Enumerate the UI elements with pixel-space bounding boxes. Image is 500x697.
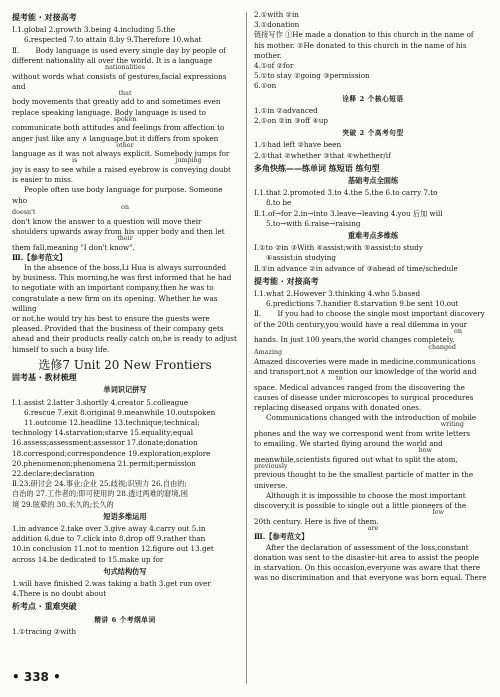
subsection-basic-practice: 基础考点全面练 — [347, 176, 399, 186]
answer-line: Ⅱ.①in advance ②in advance of ③ahead of time/schedule — [254, 263, 458, 273]
correction-mark: on — [454, 326, 462, 335]
correction-mark: Amazing — [254, 348, 283, 357]
model-essay-line: by business. This morning,he was first informed that he had — [12, 273, 232, 283]
correction-essay-line: discovery,it is possible to single out a little pioneers of the — [254, 501, 467, 511]
answers-roman-1: Ⅰ.1.global 2.growth 3.being 4.including 5.the — [12, 25, 176, 35]
correction-essay-line: don't know the answer to a question will move their — [12, 216, 202, 226]
correction-essay-line: and transport,not ∧ mention our knowledge of the world and — [254, 366, 477, 376]
model-essay-line: himself to such a busy life. — [12, 344, 110, 354]
section-title-key-points: 析考点 · 重难突破 — [12, 602, 77, 612]
answer-line: 3.①donation — [254, 20, 300, 30]
answers-roman-1-cont: 6.predictions 7.handier 8.starvation 9.be sent 10.out — [266, 299, 459, 309]
correction-mark: how — [418, 446, 432, 455]
essay-text: Body language is used every single day by people of — [35, 45, 226, 55]
correction-essay-line: replacing diseased organs with donated ones. — [254, 402, 422, 412]
writing-link-line: his mother. ②He donated to this church in the name of his — [254, 40, 467, 50]
unit-title: 选修7 Unit 20 New Frontiers — [38, 357, 212, 372]
answers-roman-1-cont: 6.respected 7.to attain 8.by 9.Therefore 10.what — [24, 35, 202, 45]
correction-mark: other — [116, 140, 134, 149]
correction-essay-line: Although it is impossible to choose the most important — [266, 490, 466, 500]
correction-essay-line: Communications changed with the introduction of mobile — [266, 413, 477, 423]
phrase-line: 10.in conclusion 11.not to mention 12.figure out 13.get — [12, 544, 214, 554]
correction-essay-line: Amazed discoveries were made in medicine,communications — [254, 356, 476, 366]
page-number: • 338 • — [12, 670, 61, 684]
answer-line: 2.①on ②in ③off ④up — [254, 116, 329, 126]
model-essay-label: Ⅲ.【参考范文】 — [254, 532, 309, 542]
correction-essay-line: them fall,meaning "I don't know". — [12, 242, 135, 252]
words-line: Ⅰ.1.assist 2.latter 3.shortly 4.creator 5.colleague — [12, 397, 189, 407]
correction-mark: that — [118, 88, 132, 97]
model-essay-line: in starvation. On this occasion,everyone was aware that there — [254, 563, 481, 573]
answer-line: 4.①of ②for — [254, 61, 294, 71]
subsection-sentences: 句式结构仿写 — [103, 566, 147, 576]
section-title-exam-ability-2: 提考能 · 对接高考 — [254, 276, 319, 286]
correction-mark: changed — [428, 342, 456, 351]
correction-essay-line: space. Medical advances ranged from the discovering the — [254, 382, 465, 392]
answer-line: 6.①on — [254, 81, 277, 91]
subsection-hard-practice: 重难考点多维练 — [347, 231, 399, 241]
model-essay-line: pleased. Provided that the business of their company gets — [12, 324, 224, 334]
correction-mark: previously — [254, 461, 288, 470]
correction-essay-line: communicate both attitudes and feelings from affection to — [12, 123, 225, 133]
correction-mark: nationalities — [104, 63, 146, 72]
correction-essay-line: causes of disease under microscopes to surgical procedures — [254, 392, 474, 402]
correction-mark: are — [367, 523, 379, 532]
left-column — [12, 10, 238, 637]
correction-mark: to — [336, 374, 343, 382]
correction-essay-line: hands. In just 100 years,the world changes completely. — [254, 335, 455, 345]
correction-mark-pair: is jumping — [72, 156, 202, 165]
correction-essay-line: 20th century. Here is five of them. — [254, 516, 379, 526]
words-cn-line: 境 29.眩晕的 30.永久的;长久的 — [12, 499, 114, 509]
writing-link-line: 链接写作 ①He made a donation to this church in the name of — [254, 30, 474, 40]
model-essay-line: In the absence of the boss,Li Hua is always surrounded — [24, 263, 227, 273]
subsection-phrases: 短语多维运用 — [103, 511, 147, 521]
sentence-line: 4.There is no doubt about — [12, 589, 107, 599]
answer-line: Ⅱ.1.of→for 2.in→into 3.leave→leaving 4.you 后加 will — [254, 208, 443, 218]
correction-mark: on — [121, 202, 129, 211]
key-line: 1.①tracing ②with — [12, 626, 77, 636]
correction-mark: spoken — [113, 114, 137, 123]
subsection-sentence-patterns: 突破 2 个高考句型 — [342, 129, 404, 138]
phrase-line: addition 6.due to 7.click into 8.drop off 9.rather than — [12, 534, 206, 544]
correction-essay-line: without words what consists of gestures,facial expressions and — [12, 71, 227, 91]
answer-line: 5.①to stay ②going ③permission — [254, 71, 370, 81]
correction-mark: few — [432, 508, 444, 517]
correction-essay-line: language as it was not always explicit. Somebody jumps for — [12, 149, 230, 159]
correction-essay-line: previous thought to be the smallest particle of matter in the — [254, 470, 474, 480]
correction-mark: doesn't — [12, 208, 36, 217]
section-title-practice: 多角快练——练单词 练短语 练句型 — [254, 163, 380, 173]
correction-essay-line: joy is easy to see while a raised eyebrow is conveying doubt — [12, 164, 231, 174]
correction-essay-line: meanwhile,scientists figured out what to split the atom, — [254, 454, 458, 464]
words-line: 18.correspond;correspondence 19.exploration;explore — [12, 448, 211, 458]
words-line: 20.phenomenon;phenomena 21.permit;permission — [12, 458, 196, 468]
section-title-basics: 固考基 · 教材梳理 — [12, 373, 77, 383]
answers-roman-1: Ⅰ.1.what 2.However 3.thinking 4.who 5.based — [254, 289, 421, 299]
model-essay-line: congratulate a new firm on its opening. Whether he was willing — [12, 293, 218, 313]
correction-essay-line-1: Ⅱ. If you had to choose the single most important discovery — [254, 309, 485, 319]
model-essay-line: to negotiate with an important company,then he was to — [12, 283, 214, 293]
correction-essay-line-1: Ⅱ. Body language is used every single day by people of — [12, 45, 226, 55]
model-essay-line: was no discrimination and that everyone was born equal. There — [254, 573, 487, 583]
answer-line: 1.①in ②advanced — [254, 105, 318, 115]
answer-line: Ⅰ.①to ②in ③With ④assist;with ⑤assist;to study — [254, 243, 423, 253]
writing-link-line: mother. — [254, 50, 282, 60]
right-column — [254, 10, 492, 583]
words-line: 11.outcome 12.headline 13.technique;technical; — [24, 417, 200, 427]
correction-mark: their — [117, 234, 133, 243]
section-title-exam-ability: 提考能 · 对接高考 — [12, 13, 77, 22]
model-essay-line: or not,he would try his best to ensure the guests were — [12, 314, 210, 324]
words-line: 6.rescue 7.exit 8.original 9.meanwhile 10.outspoken — [24, 407, 216, 417]
correction-essay-line: different nationality all over the world. It is a language — [12, 55, 213, 65]
correction-essay-line: body movements that greatly add to and sometimes even — [12, 97, 221, 107]
sentence-line: 1.will have finished 2.was taking a bath 3.get run over — [12, 578, 211, 588]
answer-line: 5.to→with 6.raise→raising — [266, 218, 361, 228]
correction-essay-line: phones and the way we correspond went from write letters — [254, 428, 471, 438]
correction-essay-line: anger just like any ∧ language,but it differs from spoken — [12, 133, 219, 143]
correction-mark: writing — [440, 420, 464, 429]
words-line: 22.declare;declaration — [12, 468, 95, 478]
column-divider — [246, 12, 247, 684]
phrase-line: across 14.be dedicated to 15.make up for — [12, 554, 164, 564]
model-essay-line: After the declaration of assessment of the loss,constant — [266, 542, 469, 552]
correction-essay-line: replace speaking language. Body language is used to — [12, 107, 206, 117]
answer-line: ⑥assist;in studying — [266, 253, 337, 263]
answer-line: 2.①with ②in — [254, 10, 299, 19]
model-essay-label: Ⅲ.【参考范文】 — [12, 252, 67, 262]
correction-essay-line: shoulders upwards away from his upper body and then let — [12, 226, 225, 236]
correction-essay-line: universe. — [254, 480, 288, 490]
correction-essay-line: to emailing. We started flying around the world and — [254, 439, 443, 449]
answer-line: 2.①that ②whether ③that ④whether/if — [254, 150, 391, 160]
answer-line: Ⅰ.1.that 2.promoted 3.to 4.the 5.the 6.to carry 7.to — [254, 188, 438, 198]
model-essay-line: donation was sent to the disaster-hit area to assist the people — [254, 552, 479, 562]
correction-essay-line: People often use body language for purpose. Someone who — [12, 185, 223, 205]
subsection-core-phrases: 诠释 2 个核心短语 — [342, 94, 404, 103]
words-line: 16.assess;assessment;assessor 17.donate;donation — [12, 438, 198, 448]
words-line: technology 14.starvation;starve 15.equality;equal — [12, 428, 194, 438]
phrase-line: 1.in advance 2.take over 3.give away 4.carry out 5.in — [12, 523, 206, 533]
subsection-words: 单词识记拼写 — [103, 385, 147, 395]
correction-essay-line: is easier to miss. — [12, 175, 74, 185]
answer-line: 1.①had left ②have been — [254, 140, 342, 150]
subsection-key-words: 精讲 6 个考纲单词 — [94, 615, 156, 624]
words-cn-line: 自治的 27.工作者的;即可使用的 28.透过两难的窘境,困 — [12, 489, 188, 499]
correction-essay-line: of the 20th century,you would have a real dilemma in your — [254, 319, 468, 329]
answer-line: 8.to be — [266, 198, 292, 208]
words-cn-line: Ⅱ.23.研讨会 24.事业;企业 25.歧视;识别力 26.自由的; — [12, 479, 187, 489]
model-essay-line: ahead and their products really catch on,he is ready to adjust — [12, 334, 237, 344]
